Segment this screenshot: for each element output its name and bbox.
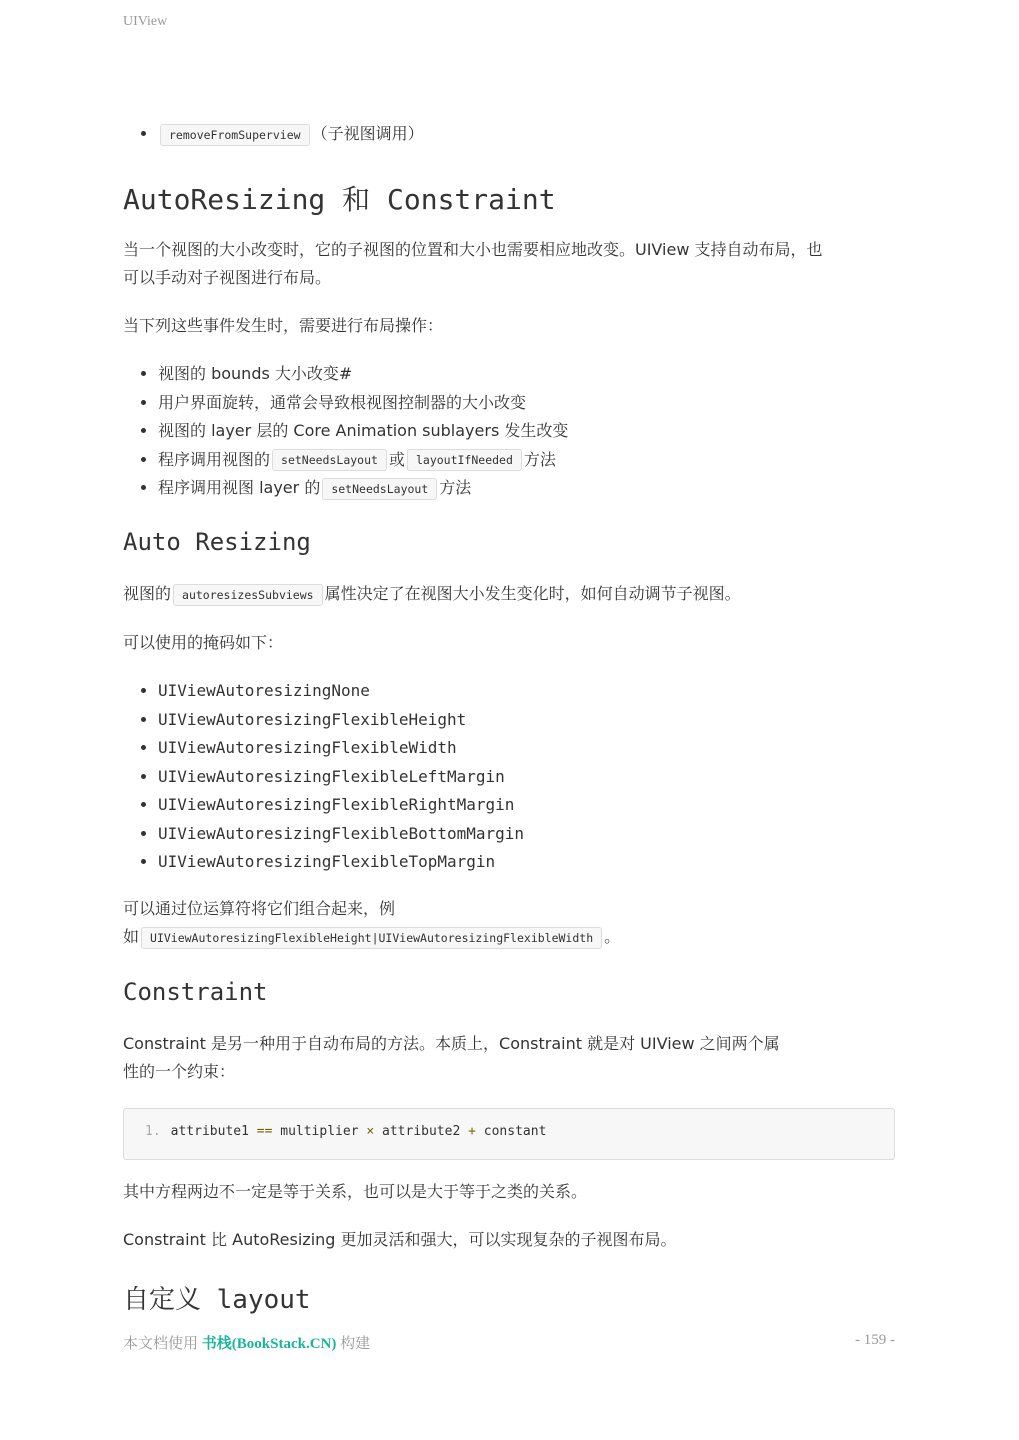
code-line	[145, 1124, 546, 1139]
list-item: • 视图的 layer 层的 Core Animation sublayers 发生改变	[158, 417, 930, 446]
intro-list	[123, 120, 930, 149]
inline-code: UIViewAutoresizingFlexibleHeight|UIViewAutoresizingFlexibleWidth	[141, 927, 602, 949]
inline-code: setNeedsLayout	[322, 478, 437, 500]
code-token: attribute1	[170, 1124, 249, 1139]
paragraph-line: Constraint 是另一种用于自动布局的方法。本质上，Constraint 就是对 UIView 之间两个属	[123, 1034, 780, 1053]
list-item	[158, 474, 930, 503]
list-item: • UIViewAutoresizingFlexibleTopMargin	[158, 848, 930, 877]
code-token: constant	[483, 1124, 547, 1139]
section-title-custom-layout: 自定义 layout	[123, 1285, 311, 1315]
list-item: • UIViewAutoresizingFlexibleLeftMargin	[158, 763, 930, 792]
paragraph-text: 。	[604, 927, 621, 946]
paragraph-line: 可以手动对子视图进行布局。	[123, 268, 332, 287]
paragraph-line: 可以通过位运算符将它们组合起来，例	[123, 899, 396, 918]
paragraph-text: 属性决定了在视图大小发生变化时，如何自动调节子视图。	[324, 584, 741, 603]
list-item-text: 程序调用视图 layer 的	[158, 478, 321, 497]
paragraph: 当下列这些事件发生时，需要进行布局操作：	[123, 316, 444, 335]
section-title-autoresizing-constraint: AutoResizing 和 Constraint	[123, 183, 556, 216]
list-item: • UIViewAutoresizingFlexibleBottomMargin	[158, 820, 930, 849]
layout-events-list	[123, 360, 930, 503]
code-block	[123, 1108, 895, 1160]
list-item-text: 程序调用视图的	[158, 449, 271, 469]
list-item	[158, 120, 930, 149]
paragraph-text: 视图的	[123, 584, 172, 603]
paragraph: 其中方程两边不一定是等于关系，也可以是大于等于之类的关系。	[123, 1182, 588, 1201]
page-number: - 159 -	[855, 1332, 895, 1348]
paragraph: 可以使用的掩码如下：	[123, 633, 284, 652]
list-item: • UIViewAutoresizingFlexibleRightMargin	[158, 791, 930, 820]
footer-brand-link[interactable]: 书栈(BookStack.CN)	[201, 1336, 337, 1352]
list-item-text: 或	[388, 449, 405, 469]
paragraph	[123, 236, 895, 292]
page-header: UIView	[123, 14, 168, 29]
section-title-auto-resizing: Auto Resizing	[123, 528, 311, 556]
list-item-text: 方法	[523, 449, 556, 469]
code-token: multiplier	[280, 1124, 359, 1139]
code-token: attribute2	[382, 1124, 461, 1139]
code-operator: ==	[256, 1124, 273, 1139]
paragraph-line: 性的一个约束：	[123, 1062, 236, 1081]
paragraph-line: 当一个视图的大小改变时，它的子视图的位置和大小也需要相应地改变。UIView 支持自动布局，也	[123, 240, 823, 259]
list-item	[158, 446, 930, 475]
mask-list	[123, 677, 930, 877]
inline-code: autoresizesSubviews	[173, 584, 323, 606]
paragraph: Constraint 比 AutoResizing 更加灵活和强大，可以实现复杂的子视图布局。	[123, 1230, 677, 1249]
inline-code: layoutIfNeeded	[407, 449, 522, 471]
list-item: • 视图的 bounds 大小改变#	[158, 360, 930, 389]
code-operator: +	[468, 1124, 476, 1139]
inline-code: removeFromSuperview	[160, 124, 310, 146]
paragraph-text: 如	[123, 927, 140, 946]
paragraph	[123, 580, 895, 608]
footer-text: 构建	[340, 1336, 371, 1352]
footer-text: 本文档使用	[123, 1336, 199, 1352]
list-item: • UIViewAutoresizingFlexibleWidth	[158, 734, 930, 763]
list-item: • UIViewAutoresizingNone	[158, 677, 930, 706]
list-item: • UIViewAutoresizingFlexibleHeight	[158, 706, 930, 735]
list-item-text: （子视图调用）	[311, 124, 424, 143]
section-title-constraint: Constraint	[123, 978, 268, 1006]
list-item: • 用户界面旋转，通常会导致根视图控制器的大小改变	[158, 389, 930, 418]
paragraph	[123, 895, 895, 951]
line-number: 1.	[145, 1124, 161, 1139]
inline-code: setNeedsLayout	[272, 449, 387, 471]
list-item-text: 方法	[439, 478, 472, 497]
page-footer	[123, 1332, 895, 1353]
paragraph	[123, 1030, 895, 1086]
code-operator: ×	[366, 1124, 375, 1139]
